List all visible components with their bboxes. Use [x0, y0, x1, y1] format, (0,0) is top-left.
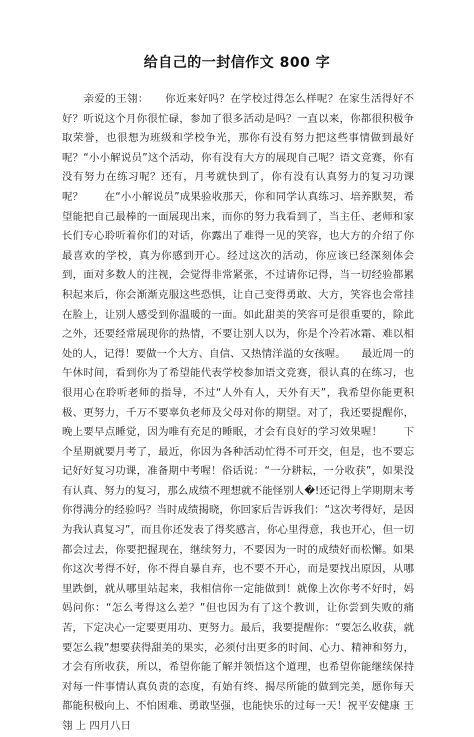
- document-title: 给自己的一封信作文 800 字: [143, 55, 331, 71]
- document-body: 亲爱的王翎： 你近来好吗？在学校过得怎么样呢？在家生活得好不好？听说这个月你很忙碌，参加了很多活动是吗？一直以来，你都很积极争取荣誉，也很想为班级和学校争光，那你有没有努力把这些事情做到最好呢？“小小解说员”这个活动，你有没有大方的展现自己呢？语文竞赛，你有没有努力在练习呢？还有，月考就快到了，你有没有认真努力的复习功课呢？ 在“小小解说员”成果验收那天，你和同学认真练习、培养默契，希望能把自己最棒的一面展现出来，而你的努力我看到了，当主任、老师和家长们专心聆听着你们的对话，你露出了难得一见的笑容，也大方的介绍了你最喜欢的学校，真为你感到开心。经过这次的活动，你应该已经深刻体会到，面对多数人的注视，会觉得非常紧张，不过请你记得，当一切经验都累积起来后，你会渐渐克服这些恐惧，让自己变得勇敢、大方，笑容也会常挂在脸上，让别人感受到你温暖的一面。如此甜美的笑容可是很重要的，除此之外，还要经常展现你的热情，不要让别人以为，你是个冷若冰霜、难以相处的人，记得！要做一个大方、自信、又热情洋溢的女孩喔。 最近周一的午休时间，看到你为了希望能代表学校参加语文竞赛，很认真的在练习，也很用心在聆听老师的指导，不过“人外有人，天外有天”，我希望你能更积极、更努力，千万不要辜负老师及父母对你的期望。对了，我还要提醒你，晚上要早点睡觉，因为唯有充足的睡眠，才会有良好的学习效果喔！ 下个星期就要月考了，最近，你因为各种活动忙得不可开交，但是，也不要忘记好好复习功课，准备期中考喔！俗话说：“一分耕耘，一分收获”，如果没有认真、努力的复习，那么成绩不理想就不能怪别人�!还记得上学期期末考你得满分的经验吗？当时成绩揭晓，你回家后告诉我们：“这次考得好，是因为我认真复习”，而且你还发表了得奖感言，你心里得意，我也开心，但一切都会过去，你要把握现在，继续努力，不要因为一时的成绩好而松懈。如果你这次考得不好，你不得自暴自弃，也不要不开心，而是要找出原因，从哪里跌倒，就从哪里站起来，我相信你一定能做到！就像上次你考不好时，妈妈问你：“怎么考得这么差？”但也因为有了这个教训，让你尝到失败的痛苦，下定决心一定要更用功、更努力。最后，我要提醒你：“要怎么收获，就要怎么栽”想要获得甜美的果实，必须付出更多的时间、心力、精神和努力，才会有所收获，所以，希望你能了解并领悟这个道理，也希望你能继续保持对每一件事情认真负责的态度，有始有终、揭尽所能的做到完美，愿你每天都能积极向上、不怕困难、勇敢坚强，也能快乐的过每一天！祝平安健康 王翎 上 四月八日: [62, 93, 414, 732]
